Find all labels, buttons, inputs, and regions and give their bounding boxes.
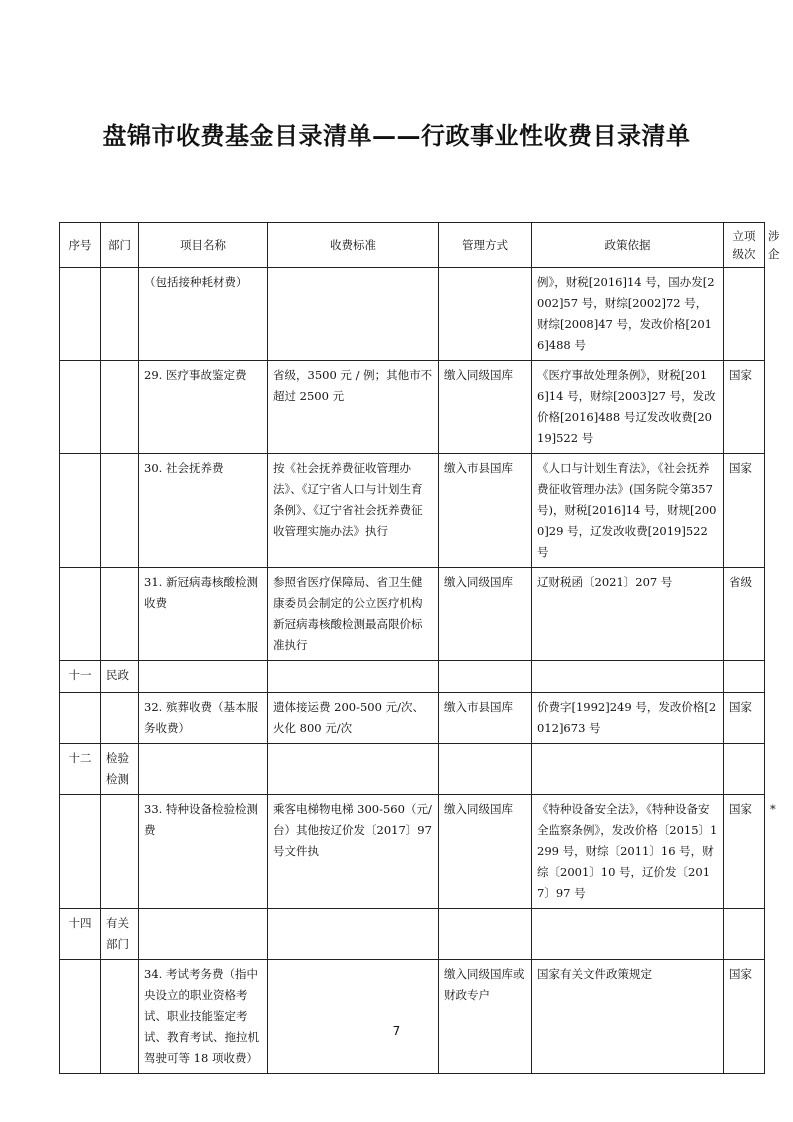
cell-standard: 参照省医疗保障局、省卫生健康委员会制定的公立医疗机构新冠病毒核酸检测最高限价标准执行 <box>268 568 439 661</box>
table-row <box>60 454 765 568</box>
cell-basis: 《医疗事故处理条例》，财税[2016]14 号，财综[2003]27 号，发改价格[2016]488 号辽发改收费[2019]522 号 <box>532 361 724 454</box>
cell-standard <box>268 960 439 1074</box>
cell-no <box>60 960 101 1074</box>
cell-name <box>139 744 268 795</box>
cell-basis: 《人口与计划生育法》，《社会抚养费征收管理办法》(国务院令第357 号)，财税[2016]14 号，财规[2000]29 号，辽发改收费[2019]522 号 <box>532 454 724 568</box>
cell-name: （包括接种耗材费） <box>139 268 268 361</box>
cell-method: 缴入同级国库或财政专户 <box>439 960 532 1074</box>
cell-standard <box>268 661 439 693</box>
col-header-dept: 部门 <box>101 223 139 268</box>
cell-method: 缴入同级国库 <box>439 795 532 909</box>
col-header-method: 管理方式 <box>439 223 532 268</box>
cell-basis: 辽财税函〔2021〕207 号 <box>532 568 724 661</box>
page-number: 7 <box>392 1024 401 1038</box>
cell-method <box>439 909 532 960</box>
cell-level: 国家 <box>724 960 765 1074</box>
cell-basis: 例》，财税[2016]14 号，国办发[2002]57 号，财综[2002]72 号，财综[2008]47 号，发改价格[2016]488 号 <box>532 268 724 361</box>
cell-method <box>439 661 532 693</box>
cell-level <box>724 744 765 795</box>
document-title: 盘锦市收费基金目录清单——行政事业性收费目录清单 <box>102 121 691 150</box>
cell-level: 省级 <box>724 568 765 661</box>
cell-basis <box>532 661 724 693</box>
cell-no <box>60 693 101 744</box>
cell-level: 国家 <box>724 693 765 744</box>
cell-method: 缴入同级国库 <box>439 361 532 454</box>
cell-dept <box>101 454 139 568</box>
col-header-no: 序号 <box>60 223 101 268</box>
cell-level <box>724 909 765 960</box>
cell-dept <box>101 268 139 361</box>
col-header-level: 立项级次 <box>724 223 765 268</box>
table-row <box>60 661 765 693</box>
cell-standard <box>268 268 439 361</box>
cell-level: 国家 <box>724 795 765 909</box>
cell-dept <box>101 693 139 744</box>
cell-name <box>139 909 268 960</box>
cell-basis <box>532 909 724 960</box>
cell-dept: 检验检测 <box>101 744 139 795</box>
cell-dept: 有关部门 <box>101 909 139 960</box>
col-header-name: 项目名称 <box>139 223 268 268</box>
cell-name: 31. 新冠病毒核酸检测收费 <box>139 568 268 661</box>
cell-dept: 民政 <box>101 661 139 693</box>
table-row <box>60 361 765 454</box>
cell-method: 缴入同级国库 <box>439 568 532 661</box>
cell-standard: 遗体接运费 200-500 元/次、火化 800 元/次 <box>268 693 439 744</box>
cell-name: 33. 特种设备检验检测费 <box>139 795 268 909</box>
cell-no: 十四 <box>60 909 101 960</box>
cell-level: 国家 <box>724 361 765 454</box>
cell-no <box>60 361 101 454</box>
cell-level <box>724 661 765 693</box>
table-row <box>60 960 765 1074</box>
cell-method <box>439 744 532 795</box>
cell-name <box>139 661 268 693</box>
cell-standard <box>268 744 439 795</box>
cell-basis <box>532 744 724 795</box>
table-header-row: 序号 部门 项目名称 收费标准 管理方式 政策依据 立项级次 涉企 <box>60 223 765 268</box>
cell-method <box>439 268 532 361</box>
cell-method: 缴入市县国库 <box>439 693 532 744</box>
cell-dept <box>101 960 139 1074</box>
cell-level <box>724 268 765 361</box>
cell-method: 缴入市县国库 <box>439 454 532 568</box>
cell-basis: 《特种设备安全法》，《特种设备安全监察条例》，发改价格〔2015〕1299 号，财综〔2011〕16 号，财综〔2001〕10 号，辽价发〔2017〕97 号 <box>532 795 724 909</box>
table-row <box>60 909 765 960</box>
cell-no: 十一 <box>60 661 101 693</box>
cell-no <box>60 795 101 909</box>
cell-basis: 价费字[1992]249 号，发改价格[2012]673 号 <box>532 693 724 744</box>
cell-dept <box>101 361 139 454</box>
cell-standard: 省级，3500 元 / 例；其他市不超过 2500 元 <box>268 361 439 454</box>
cell-level: 国家 <box>724 454 765 568</box>
cell-name: 32. 殡葬收费（基本服务收费） <box>139 693 268 744</box>
table-row <box>60 268 765 361</box>
cell-basis: 国家有关文件政策规定 <box>532 960 724 1074</box>
col-header-basis: 政策依据 <box>532 223 724 268</box>
cell-no <box>60 568 101 661</box>
cell-standard: 乘客电梯物电梯 300-560（元/台）其他按辽价发〔2017〕97 号文件执 <box>268 795 439 909</box>
cell-no: 十二 <box>60 744 101 795</box>
cell-name: 30. 社会抚养费 <box>139 454 268 568</box>
table-row <box>60 693 765 744</box>
table-row: 33. 特种设备检验检测费 乘客电梯物电梯 300-560（元/台）其他按辽价发〔2017〕97 号文件执 缴入同级国库 《特种设备安全法》，《特种设备安全监察条例》，发改价格〔2015〕1299 号，财综〔2011〕16 号，财综〔2001〕10 号，辽价发〔2017〕97 号 国家 * <box>60 795 765 909</box>
cell-name: 34. 考试考务费（指中央设立的职业资格考试、职业技能鉴定考试、教育考试、拖拉机驾驶可等 18 项收费） <box>139 960 268 1074</box>
cell-name: 29. 医疗事故鉴定费 <box>139 361 268 454</box>
cell-standard <box>268 909 439 960</box>
cell-no <box>60 454 101 568</box>
fee-catalog-table <box>59 222 780 1074</box>
table-row <box>60 568 765 661</box>
table-row <box>60 744 765 795</box>
cell-no <box>60 268 101 361</box>
cell-standard: 按《社会抚养费征收管理办法》、《辽宁省人口与计划生育条例》、《辽宁省社会抚养费征收管理实施办法》执行 <box>268 454 439 568</box>
cell-dept <box>101 795 139 909</box>
cell-dept <box>101 568 139 661</box>
col-header-standard: 收费标准 <box>268 223 439 268</box>
